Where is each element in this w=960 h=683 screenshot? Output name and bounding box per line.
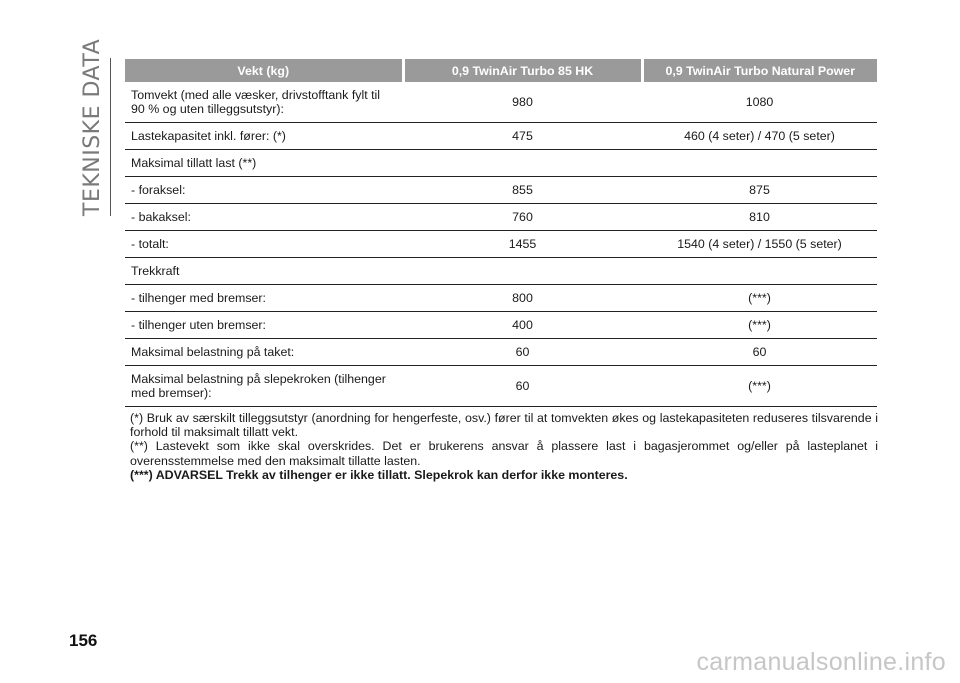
row-value-natural-power: (***) [642, 366, 877, 407]
row-value-natural-power: (***) [642, 312, 877, 339]
footnotes [130, 411, 878, 482]
header-85hk: 0,9 TwinAir Turbo 85 HK [403, 59, 642, 82]
row-label: - totalt: [125, 231, 403, 258]
table-row [125, 366, 877, 407]
row-label: - tilhenger uten bremser: [125, 312, 403, 339]
footnote-1: (*) Bruk av særskilt tilleggsutstyr (anordning for hengerfeste, osv.) fører til at tomvekten økes og lastekapasiteten reduseres tilsvarende i forhold til maksimalt tillatt vekt. [130, 411, 878, 440]
row-value-natural-power: 60 [642, 339, 877, 366]
section-divider [110, 58, 111, 216]
row-label: - foraksel: [125, 177, 403, 204]
row-value-85hk: 60 [403, 339, 642, 366]
row-label: - bakaksel: [125, 204, 403, 231]
row-value-85hk: 60 [403, 366, 642, 407]
table-row [125, 258, 877, 285]
row-label: - tilhenger med bremser: [125, 285, 403, 312]
table-row [125, 204, 877, 231]
row-label: Maksimal belastning på slepekroken (tilhenger med bremser): [125, 366, 403, 407]
row-value-natural-power: 1080 [642, 82, 877, 123]
table-row [125, 123, 877, 150]
table-row [125, 177, 877, 204]
row-label: Tomvekt (med alle væsker, drivstofftank fylt til 90 % og uten tilleggsutstyr): [125, 82, 403, 123]
row-value-85hk: 1455 [403, 231, 642, 258]
table-row [125, 82, 877, 123]
warning-note: (***) ADVARSEL Trekk av tilhenger er ikke tillatt. Slepekrok kan derfor ikke monteres. [130, 467, 628, 482]
weights-table [125, 59, 877, 407]
row-value-85hk [403, 258, 642, 285]
row-label: Trekkraft [125, 258, 403, 285]
row-value-85hk: 400 [403, 312, 642, 339]
row-value-natural-power: (***) [642, 285, 877, 312]
row-label: Maksimal tillatt last (**) [125, 150, 403, 177]
table-row [125, 339, 877, 366]
header-natural-power: 0,9 TwinAir Turbo Natural Power [642, 59, 877, 82]
table-row [125, 312, 877, 339]
header-weight: Vekt (kg) [125, 59, 403, 82]
row-value-natural-power: 1540 (4 seter) / 1550 (5 seter) [642, 231, 877, 258]
row-value-85hk: 475 [403, 123, 642, 150]
section-title: TEKNISKE DATA [80, 38, 105, 216]
footnote-2: (**) Lastevekt som ikke skal overskrides. Det er brukerens ansvar å plassere last i bagasjerommet og/eller på lasteplanet i overensstemmelse med den maksimalt tillatte lasten. [130, 439, 878, 468]
table-header-row [125, 59, 877, 82]
watermark: carmanualsonline.info [696, 648, 946, 676]
row-value-85hk: 980 [403, 82, 642, 123]
row-value-natural-power [642, 150, 877, 177]
row-label: Lastekapasitet inkl. fører: (*) [125, 123, 403, 150]
row-value-85hk: 855 [403, 177, 642, 204]
table-row [125, 150, 877, 177]
row-value-natural-power [642, 258, 877, 285]
page-number: 156 [69, 631, 98, 650]
table-row [125, 285, 877, 312]
row-value-natural-power: 460 (4 seter) / 470 (5 seter) [642, 123, 877, 150]
row-value-natural-power: 875 [642, 177, 877, 204]
row-label: Maksimal belastning på taket: [125, 339, 403, 366]
row-value-85hk: 800 [403, 285, 642, 312]
row-value-85hk [403, 150, 642, 177]
row-value-natural-power: 810 [642, 204, 877, 231]
table-row [125, 231, 877, 258]
row-value-85hk: 760 [403, 204, 642, 231]
